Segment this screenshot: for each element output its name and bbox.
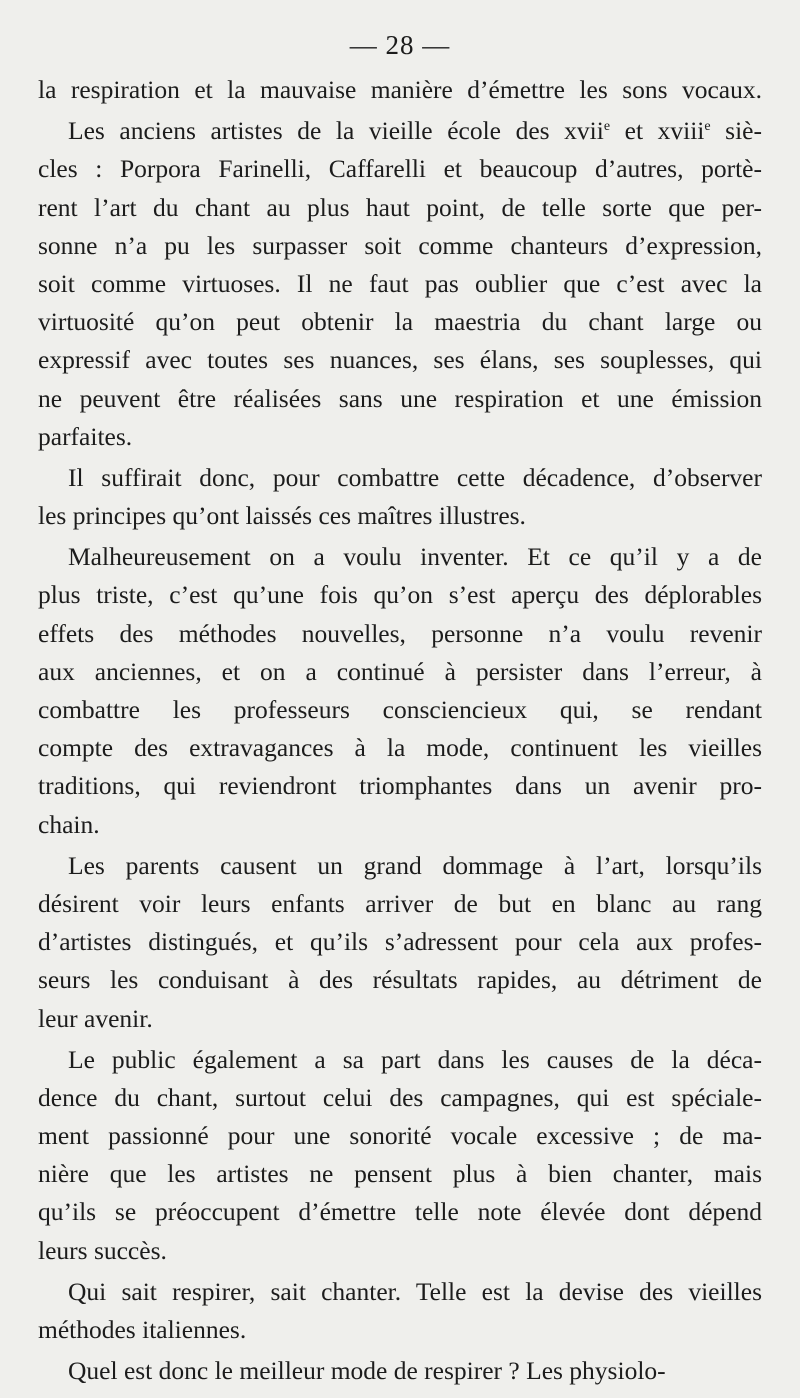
text-line: leur avenir. (38, 1003, 153, 1033)
text-line: traditions, qui reviendront triomphantes dans un avenir pro- (38, 771, 762, 801)
superscript: e (603, 119, 611, 135)
paragraph (38, 1352, 762, 1390)
text-run: Les anciens artistes de la vieille école des xvii (68, 116, 604, 146)
paragraph (38, 459, 762, 535)
text-line: leurs succès. (38, 1235, 167, 1265)
text-line: rent l’art du chant au plus haut point, de telle sorte que per- (38, 192, 762, 222)
text-run: et xviii (610, 116, 705, 146)
text-line: sonne n’a pu les surpasser soit comme chanteurs d’expression, (38, 230, 762, 260)
paragraph (38, 538, 762, 844)
superscript: e (704, 119, 711, 135)
text-line: Il suffirait donc, pour combattre cette décadence, d’observer (68, 462, 762, 492)
text-line: ne peuvent être réalisées sans une respiration et une émission (38, 383, 762, 413)
text-line: désirent voir leurs enfants arriver de but en blanc au rang (38, 888, 762, 918)
paragraph (38, 71, 762, 109)
text-line: effets des méthodes nouvelles, personne n’a voulu revenir (38, 618, 762, 648)
text-line: parfaites. (38, 421, 133, 451)
text-line: seurs les conduisant à des résultats rapides, au détriment de (38, 965, 762, 995)
paragraph (38, 1041, 762, 1270)
paragraph (38, 1273, 762, 1349)
text-line: combattre les professeurs consciencieux qui, se rendant (38, 695, 762, 724)
body-text (38, 71, 762, 1390)
text-line: Quel est donc le meilleur mode de respirer ? Les physiolo- (68, 1356, 666, 1386)
text-run: siè- (710, 116, 762, 146)
page-number: — 28 — (349, 30, 451, 60)
text-line: aux anciennes, et on a continué à persister dans l’erreur, à (38, 656, 762, 686)
paragraph (38, 112, 762, 456)
text-line: Les parents causent un grand dommage à l’art, lorsqu’ils (68, 850, 762, 880)
text-line: cles : Porpora Farinelli, Caffarelli et beaucoup d’autres, portè- (38, 154, 762, 184)
text-line: Malheureusement on a voulu inventer. Et ce qu’il y a de (68, 542, 762, 572)
text-line: chain. (38, 809, 100, 839)
text-line: nière que les artistes ne pensent plus à bien chanter, mais (38, 1159, 762, 1189)
text-line: Le public également a sa part dans les causes de la déca- (68, 1044, 762, 1074)
text-line: méthodes italiennes. (38, 1315, 247, 1344)
text-line: virtuosité qu’on peut obtenir la maestria du chant large ou (38, 307, 762, 337)
text-line: d’artistes distingués, et qu’ils s’adressent pour cela aux profes- (38, 927, 762, 957)
text-line: ment passionné pour une sonorité vocale excessive ; de ma- (38, 1121, 762, 1151)
text-line: expressif avec toutes ses nuances, ses élans, ses souplesses, qui (38, 345, 762, 375)
text-line: plus triste, c’est qu’une fois qu’on s’est aperçu des déplorables (38, 580, 762, 610)
text-line: soit comme virtuoses. Il ne faut pas oublier que c’est avec la (38, 268, 762, 298)
text-line: les principes qu’ont laissés ces maîtres illustres. (38, 501, 526, 531)
paragraph (38, 847, 762, 1038)
text-line: la respiration et la mauvaise manière d’émettre les sons vocaux. (38, 75, 762, 104)
text-line: compte des extravagances à la mode, continuent les vieilles (38, 733, 762, 763)
text-line (38, 112, 762, 150)
text-line: dence du chant, surtout celui des campagnes, qui est spéciale- (38, 1082, 762, 1112)
text-line: Qui sait respirer, sait chanter. Telle est la devise des vieilles (68, 1276, 762, 1306)
text-line: qu’ils se préoccupent d’émettre telle note élevée dont dépend (38, 1197, 762, 1227)
